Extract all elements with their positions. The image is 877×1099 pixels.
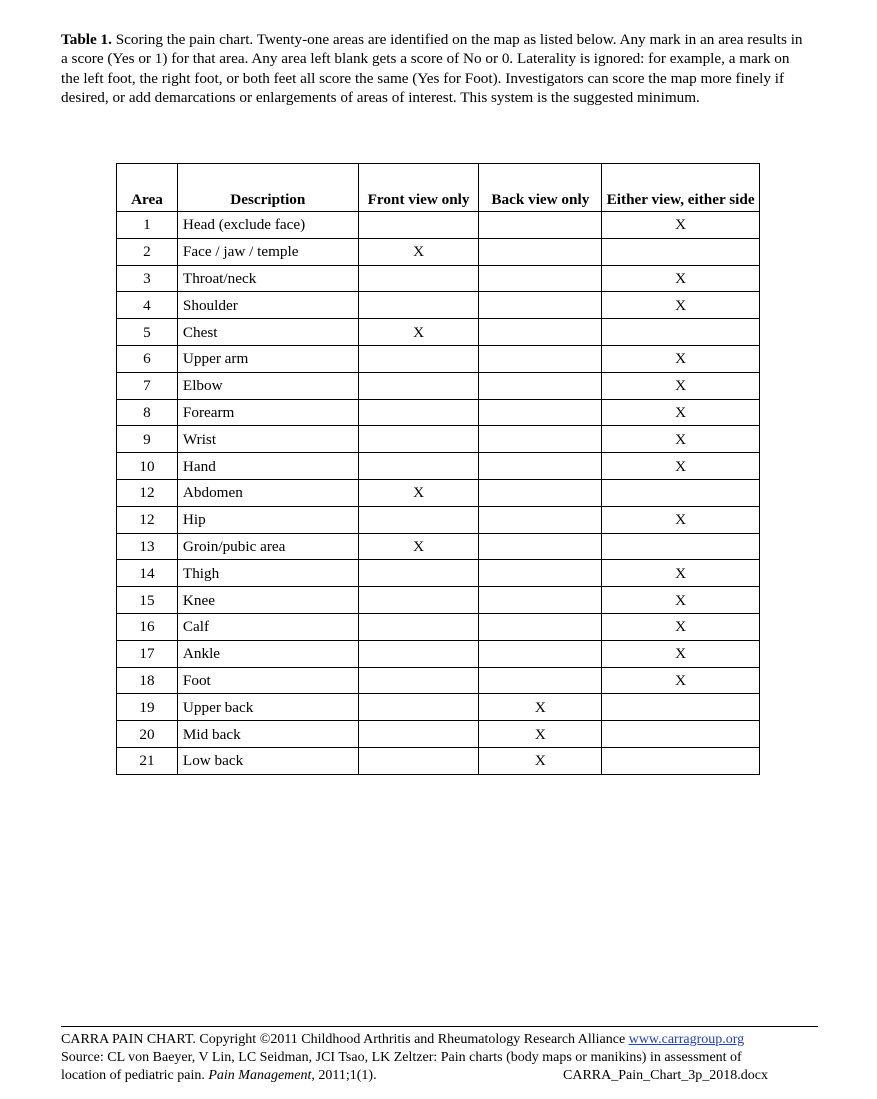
front-view-cell <box>358 292 479 319</box>
footer-source: Source: CL von Baeyer, V Lin, LC Seidman, JCI Tsao, LK Zeltzer: Pain charts (body maps or manikins) in assessment of <box>61 1050 742 1065</box>
back-view-cell <box>479 372 602 399</box>
front-view-cell <box>358 506 479 533</box>
area-cell: 14 <box>117 560 178 587</box>
front-view-cell <box>358 694 479 721</box>
caption-text: Scoring the pain chart. Twenty-one areas are identified on the map as listed below. Any mark in an area results in a score (Yes or 1) for that area. Any area left blank gets a score of No or 0. Laterality is ignored: for example, a mark on the left foot, the right foot, or both feet all score the same (Yes for Foot). Investigators can score the map more finely if desired, or add demarcations or enlargements of areas of interest. This system is the suggested minimum. <box>61 31 803 107</box>
table-row <box>117 694 760 721</box>
table-row <box>117 747 760 774</box>
table-body <box>117 212 760 775</box>
table-row <box>117 212 760 239</box>
table-row <box>117 238 760 265</box>
either-view-cell: X <box>602 265 760 292</box>
table-row <box>117 613 760 640</box>
back-view-cell <box>479 319 602 346</box>
front-view-cell: X <box>358 533 479 560</box>
area-cell: 3 <box>117 265 178 292</box>
page-footer <box>61 1026 818 1085</box>
back-view-cell <box>479 587 602 614</box>
description-cell: Hand <box>177 453 358 480</box>
description-cell: Mid back <box>177 721 358 748</box>
table-row <box>117 345 760 372</box>
either-view-cell <box>602 694 760 721</box>
back-view-cell <box>479 479 602 506</box>
front-view-cell <box>358 640 479 667</box>
description-cell: Thigh <box>177 560 358 587</box>
back-view-cell <box>479 345 602 372</box>
table-row <box>117 667 760 694</box>
header-back-view: Back view only <box>479 164 602 212</box>
front-view-cell: X <box>358 238 479 265</box>
front-view-cell <box>358 453 479 480</box>
table-row <box>117 640 760 667</box>
area-cell: 13 <box>117 533 178 560</box>
front-view-cell <box>358 265 479 292</box>
footer-copyright-text: CARRA PAIN CHART. Copyright ©2011 Childhood Arthritis and Rheumatology Research Alliance <box>61 1032 629 1047</box>
either-view-cell: X <box>602 399 760 426</box>
area-cell: 16 <box>117 613 178 640</box>
table-row <box>117 292 760 319</box>
either-view-cell: X <box>602 292 760 319</box>
description-cell: Shoulder <box>177 292 358 319</box>
journal-name: Pain Management <box>208 1068 312 1083</box>
either-view-cell <box>602 533 760 560</box>
front-view-cell <box>358 399 479 426</box>
either-view-cell: X <box>602 613 760 640</box>
header-description: Description <box>177 164 358 212</box>
back-view-cell <box>479 453 602 480</box>
table-header-row <box>117 164 760 212</box>
table-caption <box>61 30 811 108</box>
either-view-cell <box>602 747 760 774</box>
table-row <box>117 533 760 560</box>
file-name: CARRA_Pain_Chart_3p_2018.docx <box>563 1068 768 1083</box>
area-cell: 17 <box>117 640 178 667</box>
either-view-cell: X <box>602 372 760 399</box>
description-cell: Elbow <box>177 372 358 399</box>
either-view-cell <box>602 479 760 506</box>
description-cell: Knee <box>177 587 358 614</box>
table-row <box>117 479 760 506</box>
either-view-cell: X <box>602 667 760 694</box>
table-row <box>117 506 760 533</box>
either-view-cell: X <box>602 560 760 587</box>
description-cell: Abdomen <box>177 479 358 506</box>
back-view-cell <box>479 640 602 667</box>
header-either-view: Either view, either side <box>602 164 760 212</box>
back-view-cell <box>479 265 602 292</box>
either-view-cell: X <box>602 587 760 614</box>
description-cell: Ankle <box>177 640 358 667</box>
table-row <box>117 319 760 346</box>
front-view-cell <box>358 667 479 694</box>
area-cell: 12 <box>117 479 178 506</box>
area-cell: 18 <box>117 667 178 694</box>
area-cell: 7 <box>117 372 178 399</box>
back-view-cell <box>479 533 602 560</box>
either-view-cell: X <box>602 640 760 667</box>
back-view-cell <box>479 613 602 640</box>
back-view-cell: X <box>479 694 602 721</box>
back-view-cell <box>479 506 602 533</box>
description-cell: Calf <box>177 613 358 640</box>
description-cell: Head (exclude face) <box>177 212 358 239</box>
back-view-cell <box>479 426 602 453</box>
citation-pre: location of pediatric pain. <box>61 1068 209 1083</box>
back-view-cell <box>479 399 602 426</box>
front-view-cell <box>358 560 479 587</box>
citation-post: , 2011;1(1). <box>311 1068 377 1083</box>
back-view-cell <box>479 560 602 587</box>
area-cell: 4 <box>117 292 178 319</box>
description-cell: Upper back <box>177 694 358 721</box>
either-view-cell: X <box>602 453 760 480</box>
pain-scoring-table <box>116 163 760 775</box>
area-cell: 21 <box>117 747 178 774</box>
front-view-cell <box>358 345 479 372</box>
table-row <box>117 587 760 614</box>
back-view-cell: X <box>479 747 602 774</box>
either-view-cell <box>602 238 760 265</box>
table-row <box>117 399 760 426</box>
either-view-cell: X <box>602 345 760 372</box>
front-view-cell <box>358 372 479 399</box>
description-cell: Upper arm <box>177 345 358 372</box>
back-view-cell <box>479 238 602 265</box>
front-view-cell <box>358 613 479 640</box>
front-view-cell <box>358 212 479 239</box>
area-cell: 1 <box>117 212 178 239</box>
back-view-cell <box>479 667 602 694</box>
either-view-cell: X <box>602 426 760 453</box>
description-cell: Chest <box>177 319 358 346</box>
area-cell: 12 <box>117 506 178 533</box>
either-view-cell <box>602 721 760 748</box>
table-row <box>117 453 760 480</box>
header-area: Area <box>117 164 178 212</box>
either-view-cell: X <box>602 506 760 533</box>
back-view-cell <box>479 212 602 239</box>
area-cell: 20 <box>117 721 178 748</box>
area-cell: 9 <box>117 426 178 453</box>
area-cell: 6 <box>117 345 178 372</box>
description-cell: Foot <box>177 667 358 694</box>
description-cell: Groin/pubic area <box>177 533 358 560</box>
area-cell: 10 <box>117 453 178 480</box>
table-row <box>117 426 760 453</box>
either-view-cell <box>602 319 760 346</box>
area-cell: 15 <box>117 587 178 614</box>
description-cell: Throat/neck <box>177 265 358 292</box>
area-cell: 19 <box>117 694 178 721</box>
table-row <box>117 265 760 292</box>
footer-copyright <box>61 1031 818 1049</box>
front-view-cell: X <box>358 479 479 506</box>
back-view-cell: X <box>479 721 602 748</box>
carragroup-link[interactable]: www.carragroup.org <box>628 1032 745 1047</box>
front-view-cell: X <box>358 319 479 346</box>
front-view-cell <box>358 721 479 748</box>
area-cell: 8 <box>117 399 178 426</box>
description-cell: Face / jaw / temple <box>177 238 358 265</box>
table-row <box>117 560 760 587</box>
description-cell: Wrist <box>177 426 358 453</box>
back-view-cell <box>479 292 602 319</box>
description-cell: Hip <box>177 506 358 533</box>
caption-label: Table 1. <box>61 31 112 48</box>
area-cell: 5 <box>117 319 178 346</box>
table-row <box>117 721 760 748</box>
header-front-view: Front view only <box>358 164 479 212</box>
front-view-cell <box>358 747 479 774</box>
description-cell: Forearm <box>177 399 358 426</box>
front-view-cell <box>358 587 479 614</box>
table-row <box>117 372 760 399</box>
either-view-cell: X <box>602 212 760 239</box>
front-view-cell <box>358 426 479 453</box>
description-cell: Low back <box>177 747 358 774</box>
area-cell: 2 <box>117 238 178 265</box>
footer-citation <box>61 1067 818 1085</box>
